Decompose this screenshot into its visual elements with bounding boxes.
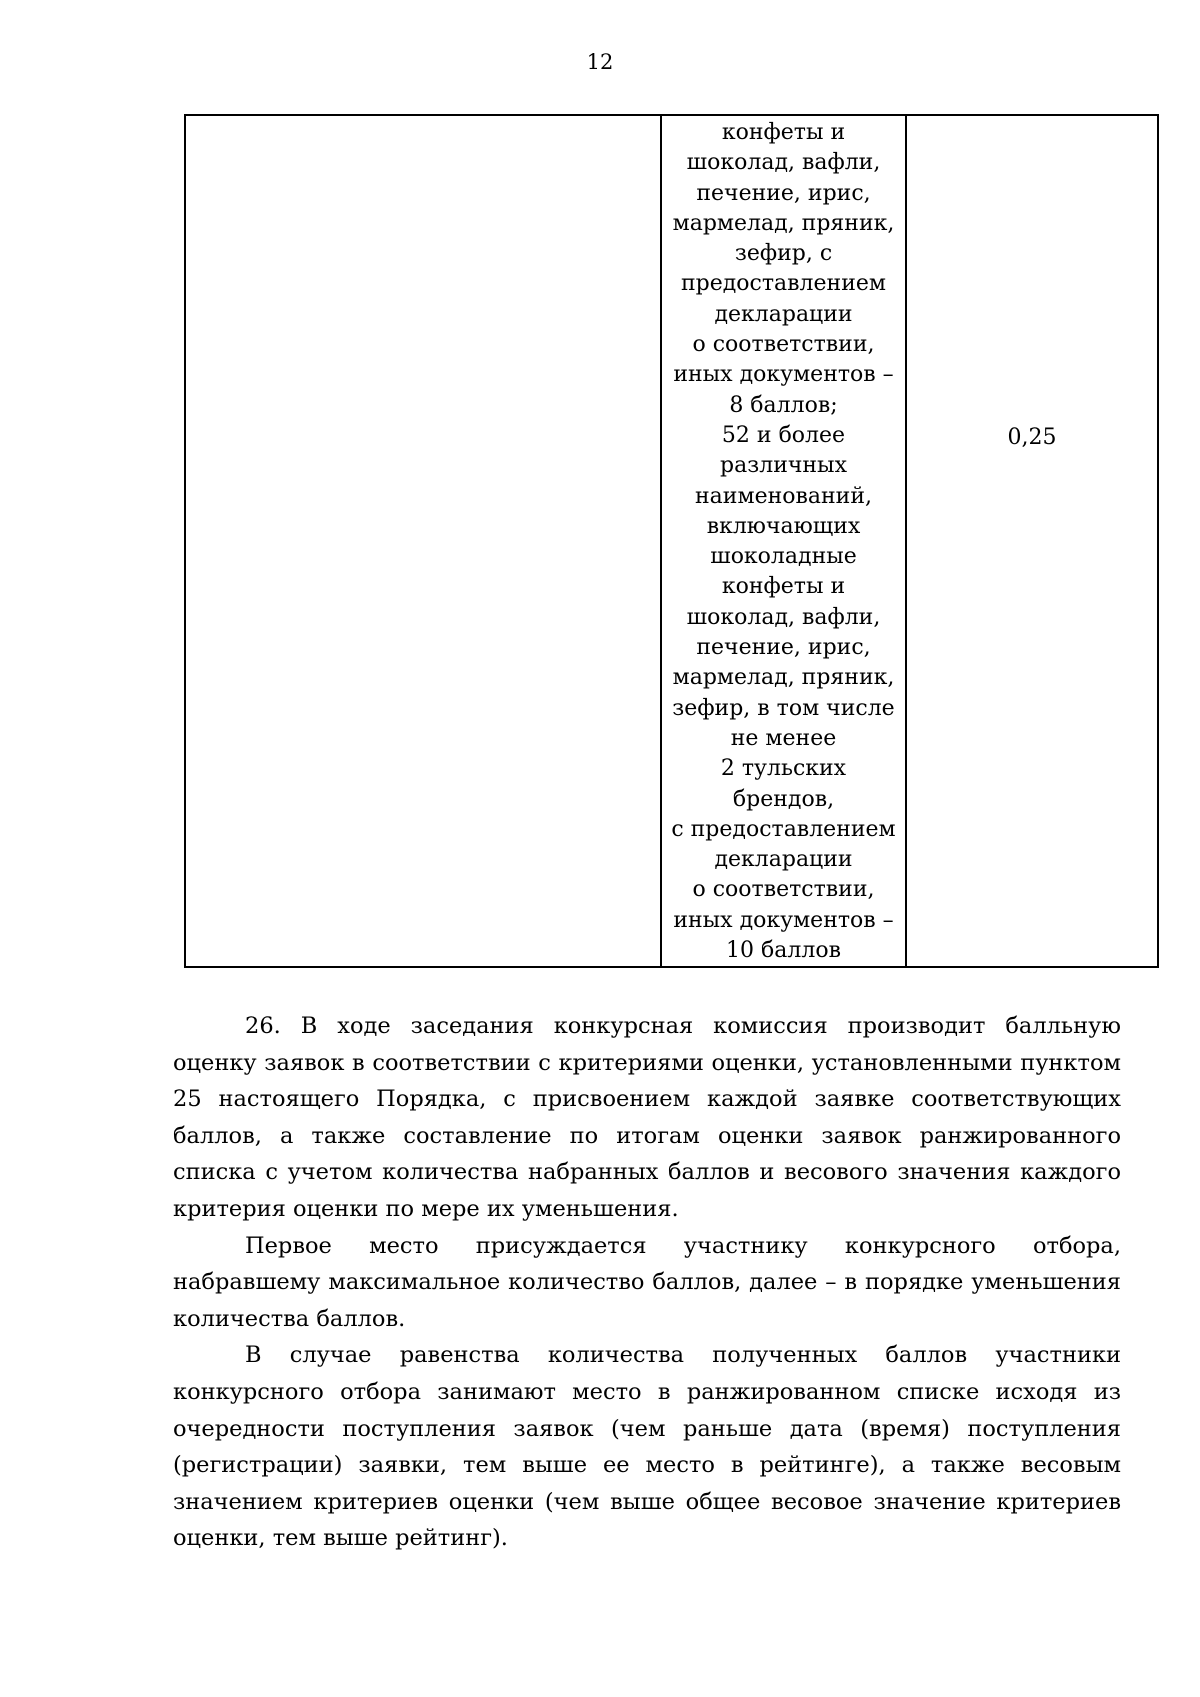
page-number: 12: [586, 50, 614, 74]
paragraph-first-place: Первое место присуждается участнику конкурсного отбора, набравшему максимальное количество баллов, далее – в порядке уменьшения количества баллов.: [173, 1232, 1121, 1332]
criteria-table: [184, 114, 1159, 968]
criterion-cell: [185, 115, 661, 967]
scale-cell: [661, 115, 906, 967]
paragraph-equal-scores: В случае равенства количества полученных баллов участники конкурсного отбора занимают место в ранжированном списке исходя из очередности поступления заявок (чем раньше дата (время) поступления (регистрации) заявки, тем выше ее место в рейтинге), а также весовым значением критериев оценки (чем выше общее весовое значение критериев оценки, тем выше рейтинг).: [173, 1342, 1121, 1552]
body-text: [173, 1008, 1121, 1557]
weight-value: 0,25: [1007, 425, 1057, 450]
table-row: [185, 115, 1158, 967]
weight-cell: [906, 115, 1158, 967]
scale-text: конфеты и шоколад, вафли, печение, ирис, мармелад, пряник, зефир, с предоставлением декларации о соответствии, иных документов – 8 баллов; 52 и более различных наименований, включающих шоколадные конфеты и шоколад, вафли, печение, ирис, мармелад, пряник, зефир, в том числе не менее 2 тульских брендов, с предоставлением декларации о соответствии, иных документов – 10 баллов: [671, 120, 896, 964]
paragraph-26: 26. В ходе заседания конкурсная комиссия производит балльную оценку заявок в соответствии с критериями оценки, установленными пунктом 25 настоящего Порядка, с присвоением каждой заявке соответствующих баллов, а также составление по итогам оценки заявок ранжированного списка с учетом количества набранных баллов и весового значения каждого критерия оценки по мере их уменьшения.: [173, 1013, 1121, 1222]
